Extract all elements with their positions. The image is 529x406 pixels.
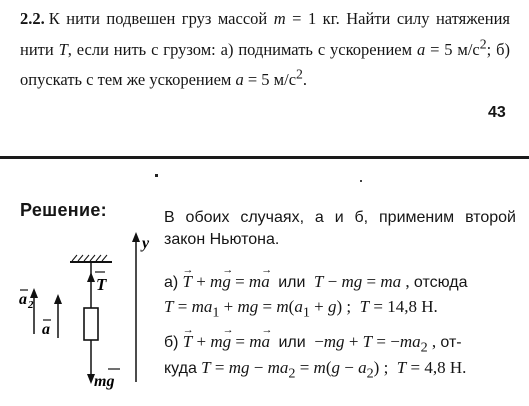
- page-divider: [0, 156, 529, 159]
- tension-arrow-head: [87, 272, 95, 282]
- force-diagram: [14, 232, 164, 392]
- equation-a-line2: $T = ma_1$ + mg = $m(a_1 + g)$ ; T = 14,8 Н.: [164, 297, 438, 321]
- equation-b-line1: б) T → + mg → = ma → или $-mg + T = -ma_2$ , от-: [164, 330, 524, 359]
- equation-a-line1: а) T → + mg → = ma → или T − mg = ma , отсюда: [164, 270, 524, 295]
- accel2-subscript: 2: [28, 299, 34, 311]
- tension-label: T: [96, 275, 107, 294]
- problem-statement: [20, 6, 510, 92]
- solution-intro: В обоих случаях, а и б, применим второй закон Ньютона.: [164, 209, 516, 248]
- problem-text: К нити подвешен груз массой m = 1 кг. Найти силу натяжения нити T, если нить с грузом: а) поднимать с ускорением a = 5 $м/с^2$; б) опускать с тем же ускорением a = 5 $м/с^2$.: [20, 9, 511, 89]
- equation-b-line2: куда T = mg − $ma_2 = m(g - a_2)$ ; T = 4,8 Н.: [164, 358, 467, 382]
- scan-specks: [0, 160, 529, 190]
- accel-arrow-head: [54, 294, 62, 304]
- gravity-label: mg: [94, 373, 115, 390]
- solution-heading: Решение:: [20, 200, 107, 220]
- load-block: [84, 308, 98, 340]
- accel2-label: a: [19, 291, 27, 308]
- accel-label: a: [42, 321, 50, 338]
- ceiling-hatching: [72, 255, 107, 261]
- y-axis-label: y: [142, 235, 150, 252]
- y-axis-arrow-head: [132, 232, 140, 242]
- accel2-arrow-head: [30, 288, 38, 298]
- page-number: 43: [488, 104, 506, 121]
- problem-number: 2.2.: [20, 9, 45, 28]
